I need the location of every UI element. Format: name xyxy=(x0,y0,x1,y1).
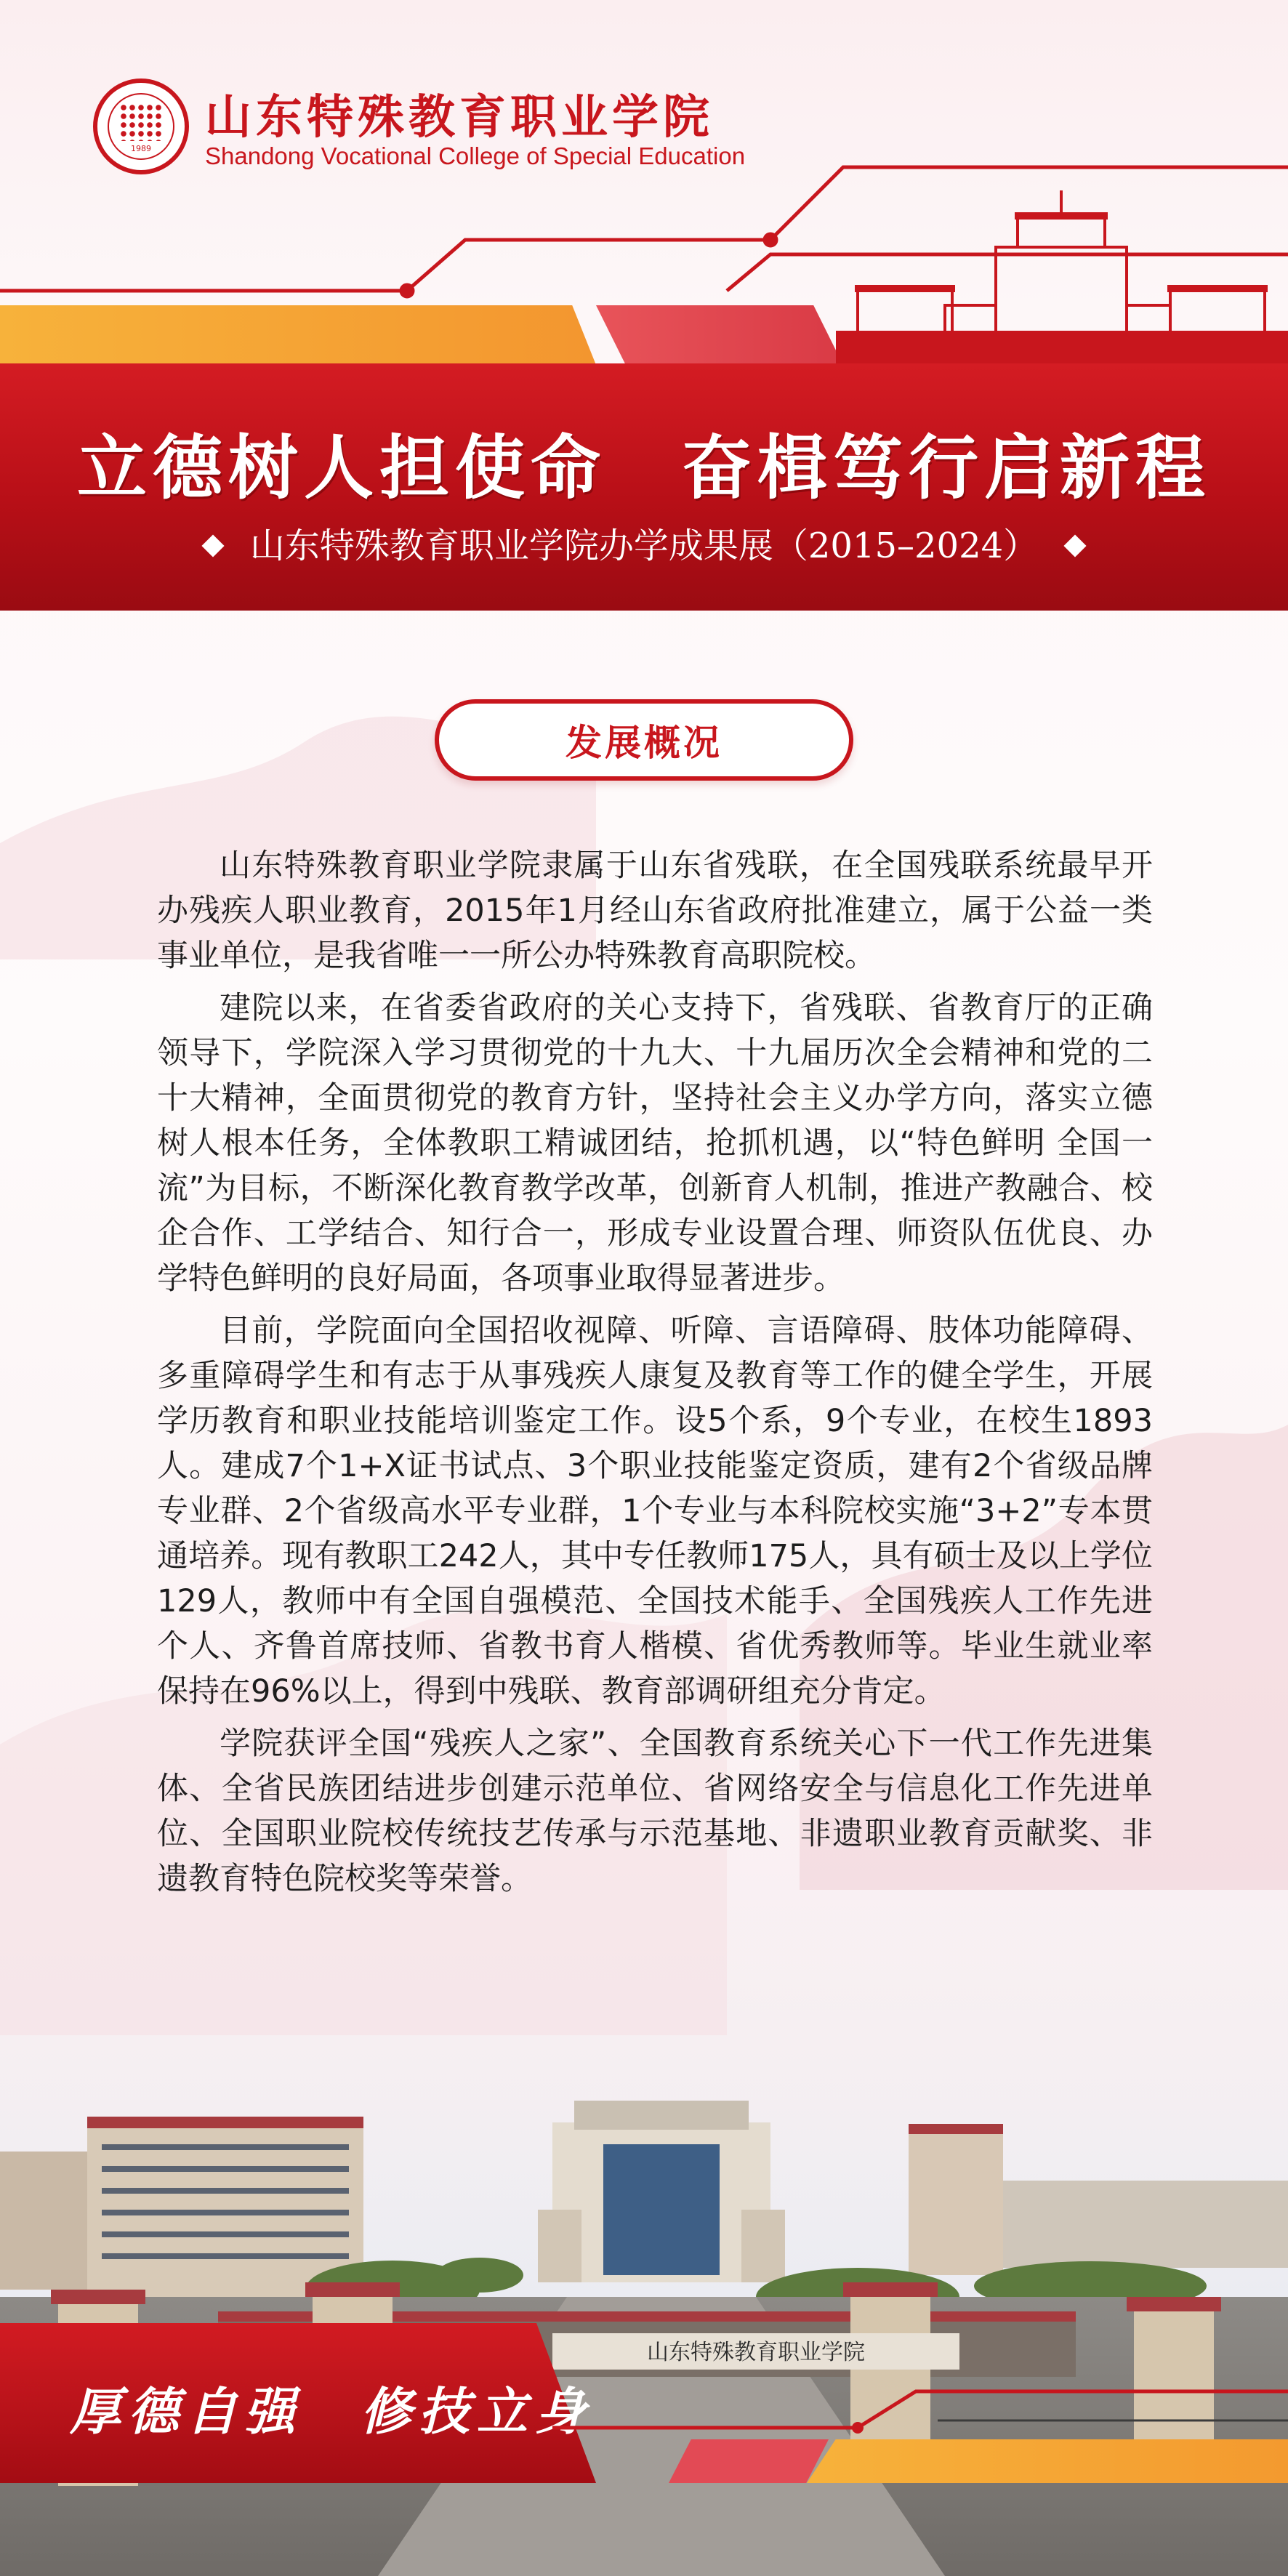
footer-circuit-line xyxy=(552,2377,1288,2450)
paragraph: 学院获评全国“残疾人之家”、全国教育系统关心下一代工作先进集体、全省民族团结进步创建示范单位、省网络安全与信息化工作先进单位、全国职业院校传统技艺传承与示范基地、非遗职业教育贡献奖、非遗教育特色院校奖等荣誉。 xyxy=(157,1726,1153,1897)
banner-pink-stripe xyxy=(596,305,843,365)
banner-orange-stripe xyxy=(0,305,596,365)
paragraph: 目前，学院面向全国招收视障、听障、言语障碍、肢体功能障碍、多重障碍学生和有志于从事残疾人康复及教育等工作的健全学生，开展学历教育和职业技能培训鉴定工作。设5个系，9个专业，在校生1893人。建成7个1+X证书试点、3个职业技能鉴定资质，建有2个省级品牌专业群、2个省级高水平专业群，1个专业与本科院校实施“3+2”专本贯通培养。现有教职工242人，其中专任教师175人，具有硕士及以上学位129人，教师中有全国自强模范、全国技术能手、全国残疾人工作先进个人、齐鲁首席技师、省教书育人楷模、省优秀教师等。毕业生就业率保持在96%以上，得到中残联、教育部调研组充分肯定。 xyxy=(157,1313,1153,1710)
banner-red-stripe xyxy=(836,331,1288,366)
paragraph: 山东特殊教育职业学院隶属于山东省残联，在全国残联系统最早开办残疾人职业教育，2015年1月经山东省政府批准建立，属于公益一类事业单位，是我省唯一一所公办特殊教育高职院校。 xyxy=(157,848,1153,974)
section-title: 发展概况 xyxy=(435,699,853,781)
school-name-en: Shandong Vocational College of Special Education xyxy=(205,142,746,169)
banner-subtitle: 山东特殊教育职业学院办学成果展（2015–2024） xyxy=(249,526,1039,566)
school-name-cn: 山东特殊教育职业学院 xyxy=(205,90,714,145)
gate-sign: 山东特殊教育职业学院 xyxy=(647,2340,865,2365)
banner-title: 立德树人担使命 奋楫笃行启新程 xyxy=(77,427,1211,509)
campus-building-outline xyxy=(858,190,1265,334)
banner-subtitle-row xyxy=(0,518,1288,568)
diamond-icon xyxy=(1064,534,1087,557)
diamond-icon xyxy=(201,534,224,557)
college-emblem-icon xyxy=(93,79,189,174)
footer-slogan: 厚德自强 修技立身 xyxy=(70,2381,593,2442)
paragraph: 建院以来，在省委省政府的关心支持下，省残联、省教育厅的正确领导下，学院深入学习贯彻党的十九大、十九届历次全会精神和党的二十大精神，全面贯彻党的教育方针，坚持社会主义办学方向，落实立德树人根本任务，全体教职工精诚团结，抢抓机遇，以“特色鲜明 全国一流”为目标，不断深化教育教学改革，创新育人机制，推进产教融合、校企合作、工学结合、知行合一，形成专业设置合理、师资队伍优良、办学特色鲜明的良好局面，各项事业取得显著进步。 xyxy=(157,990,1153,1297)
overview-text xyxy=(157,843,1153,1909)
emblem-year: 1989 xyxy=(131,144,151,153)
